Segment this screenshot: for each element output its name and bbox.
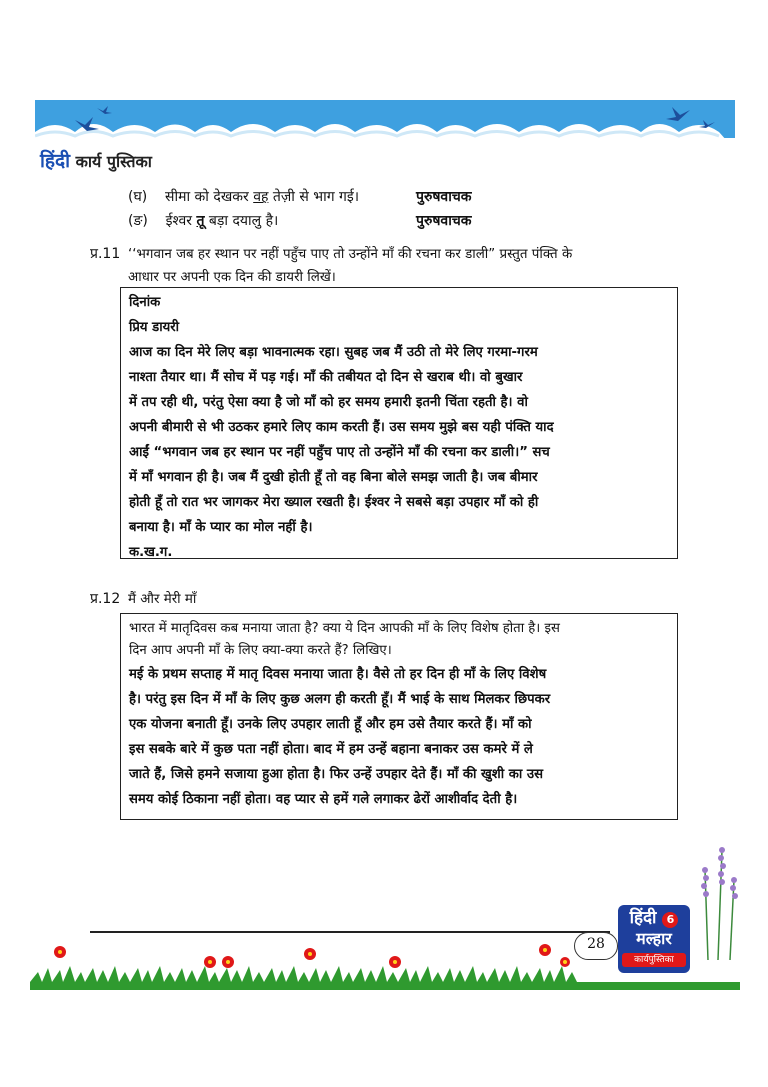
prompt-line: भारत में मातृदिवस कब मनाया जाता है? क्या ये दिन आपकी माँ के लिए विशेष होता है। इस [129, 621, 560, 636]
page-number: 28 [587, 936, 605, 952]
item-gha [128, 187, 359, 206]
diary-line: आईं “भगवान जब हर स्थान पर नहीं पहुँच पाए तो उन्होंने माँ की रचना कर डाली।” सच [129, 445, 550, 460]
item-pronoun: तू [196, 213, 205, 229]
diary-line: नाश्ता तैयार था। मैं सोच में पड़ गई। माँ की तबीयत दो दिन से खराब थी। वो बुखार [129, 370, 523, 385]
diary-line: क.ख.ग. [129, 545, 173, 560]
prompt-line: दिन आप अपनी माँ के लिए क्या-क्या करते हैं? लिखिए। [129, 643, 392, 658]
item-sentence-post: बड़ा दयालु है। [204, 213, 279, 229]
answer-line: समय कोई ठिकाना नहीं होता। वह प्यार से हमें गले लगाकर ढेरों आशीर्वाद देती है। [129, 792, 518, 807]
question-number: प्र.12 [90, 591, 121, 607]
item-sentence-pre: सीमा को देखकर [165, 189, 254, 205]
diary-line: आज का दिन मेरे लिए बड़ा भावनात्मक रहा। सुबह जब मैं उठी तो मेरे लिए गरमा-गरम [129, 345, 538, 360]
answer-line: है। परंतु इस दिन में माँ के लिए कुछ अलग ही करती हूँ। मैं भाई के साथ मिलकर छिपकर [129, 692, 551, 707]
header-title-rest: कार्य पुस्तिका [75, 152, 152, 171]
answer-line: मई के प्रथम सप्ताह में मातृ दिवस मनाया जाता है। वैसे तो हर दिन ही माँ के लिए विशेष [129, 667, 547, 682]
diary-line: होती हूँ तो रात भर जागकर मेरा ख्याल रखती है। ईश्वर ने सबसे बड़ा उपहार माँ को ही [129, 495, 539, 510]
sky-banner [35, 100, 735, 150]
answer-line: एक योजना बनाती हूँ। उनके लिए उपहार लाती हूँ और हम उसे तैयार करते हैं। माँ को [129, 717, 532, 732]
logo-line2: मल्हार [636, 929, 672, 948]
item-pronoun: वह [253, 189, 269, 205]
question-title: मैं और मेरी माँ [128, 592, 197, 607]
item-label: (घ) [128, 189, 148, 205]
item-label: (ङ) [128, 213, 148, 229]
diary-answer-box [120, 287, 678, 559]
logo-line1: हिंदी [629, 908, 657, 928]
item-answer: पुरुषवाचक [416, 189, 472, 205]
item-nga [128, 211, 278, 230]
item-answer: पुरुषवाचक [416, 213, 472, 229]
question-text-line: ‘‘भगवान जब हर स्थान पर नहीं पहुँच पाए तो उन्होंने माँ की रचना कर डाली” प्रस्तुत पंक्ति के [128, 247, 573, 262]
diary-line: बनाया है। माँ के प्यार का मोल नहीं है। [129, 520, 313, 535]
item-sentence-pre: ईश्वर [165, 213, 197, 229]
diary-line: प्रिय डायरी [129, 320, 180, 335]
diary-line: अपनी बीमारी से भी उठकर हमारे लिए काम करती हैं। उस समय मुझे बस यही पंक्ति याद [129, 420, 554, 435]
answer-line: जाते हैं, जिसे हमने सजाया हुआ होता है। फिर उन्हें उपहार देते हैं। माँ की खुशी का उस [129, 767, 544, 782]
answer-line: इस सबके बारे में कुछ पता नहीं होता। बाद में हम उन्हें बहाना बनाकर उस कमरे में ले [129, 742, 533, 757]
mother-answer-box [120, 613, 678, 820]
book-logo [618, 905, 690, 973]
logo-badge: 6 [662, 912, 678, 928]
diary-line: में तप रही थी, परंतु ऐसा क्या है जो माँ को हर समय हमारी इतनी चिंता रहती है। वो [129, 395, 528, 410]
diary-line: दिनांक [129, 295, 161, 310]
header-hindi: हिंदी [40, 150, 71, 172]
footer-rule [90, 931, 610, 933]
question-text-line: आधार पर अपनी एक दिन की डायरी लिखें। [128, 270, 336, 285]
question-number: प्र.11 [90, 246, 121, 262]
logo-line3: कार्यपुस्तिका [622, 953, 686, 967]
item-sentence-post: तेज़ी से भाग गई। [268, 189, 360, 205]
workbook-header [40, 147, 152, 173]
diary-line: में माँ भगवान ही है। जब मैं दुखी होती हूँ तो वह बिना बोले समझ जाती है। जब बीमार [129, 470, 538, 485]
